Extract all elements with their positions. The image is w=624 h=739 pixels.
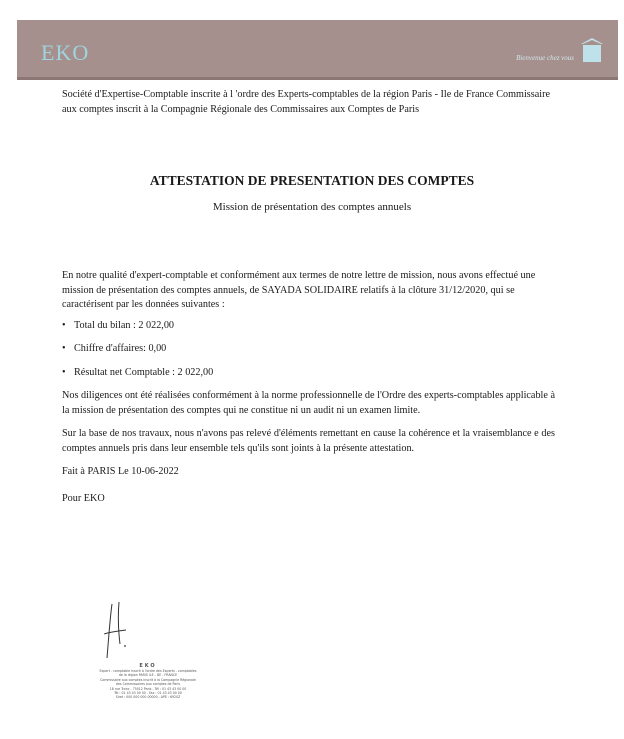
list-item: • Résultat net Comptable : 2 022,00 [62,366,555,381]
tagline: Bienvenue chez vous [516,54,574,62]
stamp-line: Siret : 000 000 000 00000 - APE : 6920Z [115,695,181,700]
signatory: Pour EKO [62,492,105,504]
document-title: ATTESTATION DE PRESENTATION DES COMPTES [149,173,475,188]
house-icon [580,37,604,67]
stamp-line: des Commissaires aux comptes de Paris [115,682,181,687]
document-subtitle: Mission de présentation des comptes annuels [212,201,412,213]
stamp-line: Expert - comptable inscrit à l'ordre des Experts - comptables [99,669,197,673]
stamp-title: EKO [139,663,157,669]
stamp-line: Commissaire aux comptes inscrit à la Compagnie Régionale [100,677,196,682]
list-item: • Total du bilan : 2 022,00 [62,319,555,334]
place-date: Fait à PARIS Le 10-06-2022 [62,466,179,477]
intro-paragraph: En notre qualité d'expert-comptable et conformément aux termes de notre lettre de mission, nous avons effectué une mission de présentation des comptes annuels, de SAYADA SOLIDAIRE relatifs à la clôture 31/12/2020, qui se caractérisent par les données suivantes : [62,270,536,310]
firm-description: Société d'Expertise-Comptable inscrite à l 'ordre des Experts-comptables de la région Paris - Ile de France Commissaire aux comptes inscrit à la Compagnie Régionale des Commissaires aux Comptes de Paris [62,89,550,115]
document-body [62,269,555,518]
handwritten-signature [96,600,136,666]
stamp-line: de la région PARIS ILE - DE - FRANCE [118,673,178,678]
financial-data-list [62,319,555,381]
eko-logo: EKO [41,40,90,65]
header-banner [17,20,618,80]
company-stamp [92,663,204,700]
conclusion-paragraph: Sur la base de nos travaux, nous n'avons pas relevé d'éléments remettant en cause la cohérence et la vraisemblance e des comptes annuels pris dans leur ensemble tels qu'ils sont joints à la présente attestation. [62,428,555,454]
stamp-line: Tél : 01 43 43 00 00 - Fax : 01 43 43 00 00 [114,691,182,696]
list-item: • Chiffre d'affaires: 0,00 [62,342,555,357]
diligence-paragraph: Nos diligences ont été réalisées conformément à la norme professionnelle de l'Ordre des experts-comptables applicable à la mission de présentation des comptes qui ne constitue ni un audit ni un examen limite. [62,390,555,416]
stamp-line: 18 rue Tronc - 75012 Paris - Tél : 01 43 43 00 00 [109,686,187,691]
